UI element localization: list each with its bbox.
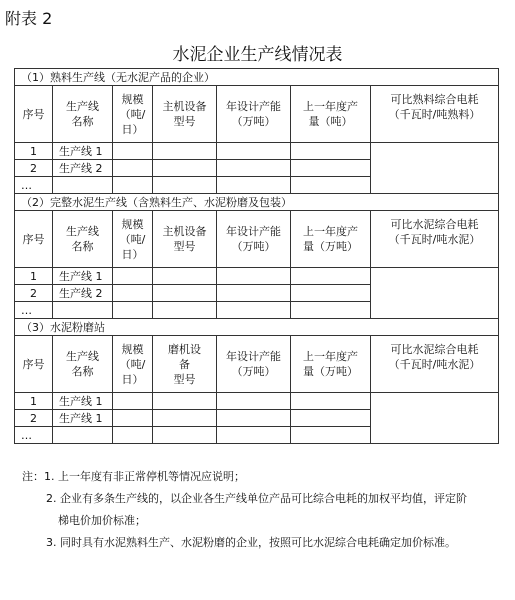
- empty-cell: [153, 268, 217, 285]
- column-header: 生产线 名称: [53, 86, 113, 143]
- empty-cell: [291, 268, 371, 285]
- empty-cell: [153, 393, 217, 410]
- column-header: 规模 （吨/日）: [113, 336, 153, 393]
- power-consumption-cell: [371, 143, 499, 194]
- column-header: 可比熟料综合电耗 （千瓦时/吨熟料）: [371, 86, 499, 143]
- empty-cell: [113, 410, 153, 427]
- empty-cell: [113, 285, 153, 302]
- empty-cell: [113, 427, 153, 444]
- empty-cell: [153, 160, 217, 177]
- empty-cell: [153, 143, 217, 160]
- column-header: 可比水泥综合电耗 （千瓦时/吨水泥）: [371, 211, 499, 268]
- empty-cell: [113, 393, 153, 410]
- empty-cell: [291, 410, 371, 427]
- empty-cell: [113, 268, 153, 285]
- empty-cell: [217, 268, 291, 285]
- column-header: 上一年度产 量（吨）: [291, 86, 371, 143]
- line-name: [53, 427, 113, 444]
- empty-cell: [153, 302, 217, 319]
- line-name: 生产线 1: [53, 143, 113, 160]
- row-number: 1: [15, 143, 53, 160]
- note-3: 3. 同时具有水泥熟料生产、水泥粉磨的企业，按照可比水泥综合电耗确定加价标准。: [46, 536, 456, 549]
- row-number: …: [15, 302, 53, 319]
- empty-cell: [217, 177, 291, 194]
- column-header: 上一年度产 量（万吨）: [291, 336, 371, 393]
- empty-cell: [291, 143, 371, 160]
- table-row: [15, 393, 499, 410]
- column-header: 磨机设 备 型号: [153, 336, 217, 393]
- column-header: 主机设备 型号: [153, 86, 217, 143]
- empty-cell: [153, 410, 217, 427]
- empty-cell: [113, 160, 153, 177]
- empty-cell: [217, 143, 291, 160]
- empty-cell: [113, 302, 153, 319]
- column-header: 规模 （吨/ 日）: [113, 211, 153, 268]
- empty-cell: [291, 427, 371, 444]
- empty-cell: [113, 177, 153, 194]
- empty-cell: [217, 410, 291, 427]
- line-name: 生产线 2: [53, 285, 113, 302]
- column-header: 序号: [15, 211, 53, 268]
- column-header: 序号: [15, 336, 53, 393]
- row-number: …: [15, 427, 53, 444]
- notes: [22, 466, 492, 554]
- row-number: 2: [15, 410, 53, 427]
- note-2-continued: 梯电价加价标准；: [58, 514, 146, 527]
- note-2: 2. 企业有多条生产线的，以企业各生产线单位产品可比综合电耗的加权平均值，评定阶: [46, 492, 467, 505]
- empty-cell: [153, 177, 217, 194]
- column-header: 规模 （吨/ 日）: [113, 86, 153, 143]
- empty-cell: [291, 285, 371, 302]
- power-consumption-cell: [371, 268, 499, 319]
- line-name: [53, 177, 113, 194]
- section-heading: （3）水泥粉磨站: [15, 319, 499, 336]
- table-row: [15, 143, 499, 160]
- section-heading: （1）熟料生产线（无水泥产品的企业）: [15, 69, 499, 86]
- table-row: [15, 268, 499, 285]
- row-number: 1: [15, 393, 53, 410]
- column-header: 序号: [15, 86, 53, 143]
- empty-cell: [217, 302, 291, 319]
- line-name: 生产线 1: [53, 410, 113, 427]
- row-number: …: [15, 177, 53, 194]
- empty-cell: [113, 143, 153, 160]
- column-header: 可比水泥综合电耗 （千瓦时/吨水泥）: [371, 336, 499, 393]
- row-number: 2: [15, 160, 53, 177]
- row-number: 1: [15, 268, 53, 285]
- column-header: 年设计产能 （万吨）: [217, 211, 291, 268]
- column-header: 上一年度产 量（万吨）: [291, 211, 371, 268]
- power-consumption-cell: [371, 393, 499, 444]
- empty-cell: [291, 302, 371, 319]
- line-name: 生产线 1: [53, 393, 113, 410]
- column-header: 生产线 名称: [53, 211, 113, 268]
- column-header: 主机设备 型号: [153, 211, 217, 268]
- line-name: 生产线 2: [53, 160, 113, 177]
- empty-cell: [291, 177, 371, 194]
- production-line-table: [14, 68, 499, 444]
- empty-cell: [291, 160, 371, 177]
- table-title: 水泥企业生产线情况表: [172, 45, 343, 65]
- line-name: [53, 302, 113, 319]
- column-header: 生产线 名称: [53, 336, 113, 393]
- line-name: 生产线 1: [53, 268, 113, 285]
- note-1: 注：1. 上一年度有非正常停机等情况应说明；: [22, 470, 245, 483]
- empty-cell: [217, 285, 291, 302]
- empty-cell: [153, 285, 217, 302]
- column-header: 年设计产能 （万吨）: [217, 336, 291, 393]
- annex-label: 附表 2: [5, 9, 53, 28]
- empty-cell: [153, 427, 217, 444]
- empty-cell: [291, 393, 371, 410]
- empty-cell: [217, 393, 291, 410]
- empty-cell: [217, 160, 291, 177]
- row-number: 2: [15, 285, 53, 302]
- empty-cell: [217, 427, 291, 444]
- column-header: 年设计产能 （万吨）: [217, 86, 291, 143]
- section-heading: （2）完整水泥生产线（含熟料生产、水泥粉磨及包装）: [15, 194, 499, 211]
